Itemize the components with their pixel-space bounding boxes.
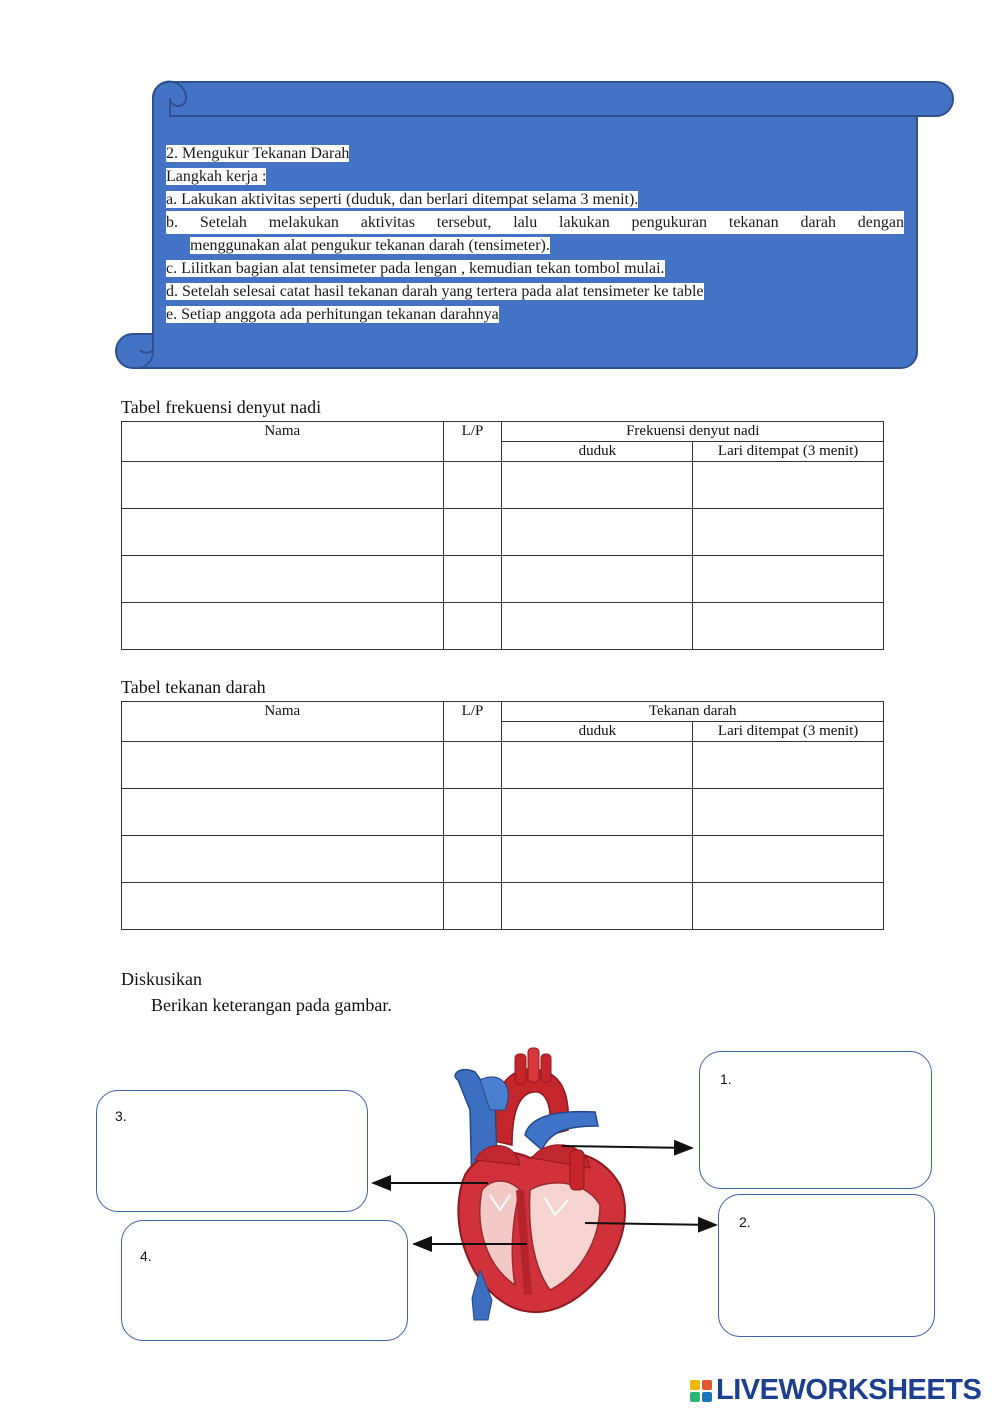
input-cell[interactable] — [502, 603, 693, 650]
step-subheading: Langkah kerja : — [166, 168, 267, 185]
table-row — [122, 883, 884, 930]
brand-name: LIVEWORKSHEETS — [716, 1374, 982, 1406]
pressure-col-lp: L/P — [443, 702, 502, 742]
input-cell[interactable] — [443, 556, 502, 603]
input-cell[interactable] — [443, 742, 502, 789]
step-b-cont: menggunakan alat pengukur tekanan darah (tensimeter). — [190, 237, 550, 254]
heart-illustration — [420, 1040, 650, 1330]
input-cell[interactable] — [443, 603, 502, 650]
input-cell[interactable] — [122, 836, 444, 883]
answer-box-1[interactable] — [699, 1051, 932, 1189]
discussion-instruction: Berikan keterangan pada gambar. — [151, 995, 392, 1015]
answer-label-2: 2. — [739, 1214, 751, 1230]
answer-label-3: 3. — [115, 1108, 127, 1124]
pulse-col-group: Frekuensi denyut nadi — [502, 422, 884, 442]
input-cell[interactable] — [122, 742, 444, 789]
pressure-table — [121, 701, 884, 930]
input-cell[interactable] — [443, 509, 502, 556]
pulse-sub-run: Lari ditempat (3 menit) — [693, 442, 884, 462]
input-cell[interactable] — [693, 789, 884, 836]
step-c: c. Lilitkan bagian alat tensimeter pada lengan , kemudian tekan tombol mulai. — [166, 260, 665, 277]
step-d: d. Setelah selesai catat hasil tekanan darah yang tertera pada alat tensimeter ke table — [166, 283, 704, 300]
table-row — [122, 789, 884, 836]
table-row — [122, 509, 884, 556]
pulse-table-title: Tabel frekuensi denyut nadi — [121, 397, 322, 417]
input-cell[interactable] — [693, 603, 884, 650]
input-cell[interactable] — [443, 836, 502, 883]
input-cell[interactable] — [443, 462, 502, 509]
input-cell[interactable] — [122, 509, 444, 556]
logo-square — [690, 1380, 700, 1390]
pulse-sub-sit: duduk — [502, 442, 693, 462]
table-row — [122, 556, 884, 603]
pulse-col-lp: L/P — [443, 422, 502, 462]
pulse-table — [121, 421, 884, 650]
answer-label-1: 1. — [720, 1071, 732, 1087]
pressure-table-title: Tabel tekanan darah — [121, 677, 266, 697]
instruction-steps — [166, 142, 904, 326]
table-row — [122, 742, 884, 789]
table-row — [122, 462, 884, 509]
input-cell[interactable] — [693, 836, 884, 883]
step-a: a. Lakukan aktivitas seperti (duduk, dan berlari ditempat selama 3 menit). — [166, 191, 639, 208]
step-b: b. Setelah melakukan aktivitas tersebut, lalu lakukan pengukuran tekanan darah dengan — [166, 211, 904, 234]
input-cell[interactable] — [502, 789, 693, 836]
answer-label-4: 4. — [140, 1248, 152, 1264]
pressure-sub-sit: duduk — [502, 722, 693, 742]
input-cell[interactable] — [502, 509, 693, 556]
pressure-col-name: Nama — [122, 702, 444, 742]
input-cell[interactable] — [502, 556, 693, 603]
answer-box-3[interactable] — [96, 1090, 368, 1212]
table-row — [122, 836, 884, 883]
input-cell[interactable] — [122, 462, 444, 509]
liveworksheets-logo-icon — [690, 1380, 712, 1402]
input-cell[interactable] — [122, 789, 444, 836]
step-e: e. Setiap anggota ada perhitungan tekanan darahnya — [166, 306, 499, 323]
input-cell[interactable] — [502, 883, 693, 930]
input-cell[interactable] — [443, 789, 502, 836]
pressure-sub-run: Lari ditempat (3 menit) — [693, 722, 884, 742]
input-cell[interactable] — [122, 883, 444, 930]
input-cell[interactable] — [693, 742, 884, 789]
logo-square — [702, 1392, 712, 1402]
step-heading: 2. Mengukur Tekanan Darah — [166, 145, 350, 162]
input-cell[interactable] — [693, 462, 884, 509]
input-cell[interactable] — [693, 556, 884, 603]
pressure-col-group: Tekanan darah — [502, 702, 884, 722]
liveworksheets-brand[interactable] — [690, 1374, 981, 1407]
table-row — [122, 603, 884, 650]
input-cell[interactable] — [122, 603, 444, 650]
input-cell[interactable] — [502, 836, 693, 883]
answer-box-4[interactable] — [121, 1220, 408, 1341]
input-cell[interactable] — [693, 883, 884, 930]
input-cell[interactable] — [502, 462, 693, 509]
logo-square — [690, 1392, 700, 1402]
input-cell[interactable] — [693, 509, 884, 556]
answer-box-2[interactable] — [718, 1194, 935, 1337]
input-cell[interactable] — [502, 742, 693, 789]
input-cell[interactable] — [122, 556, 444, 603]
input-cell[interactable] — [443, 883, 502, 930]
discussion-title: Diskusikan — [121, 969, 202, 989]
logo-square — [702, 1380, 712, 1390]
pulse-col-name: Nama — [122, 422, 444, 462]
